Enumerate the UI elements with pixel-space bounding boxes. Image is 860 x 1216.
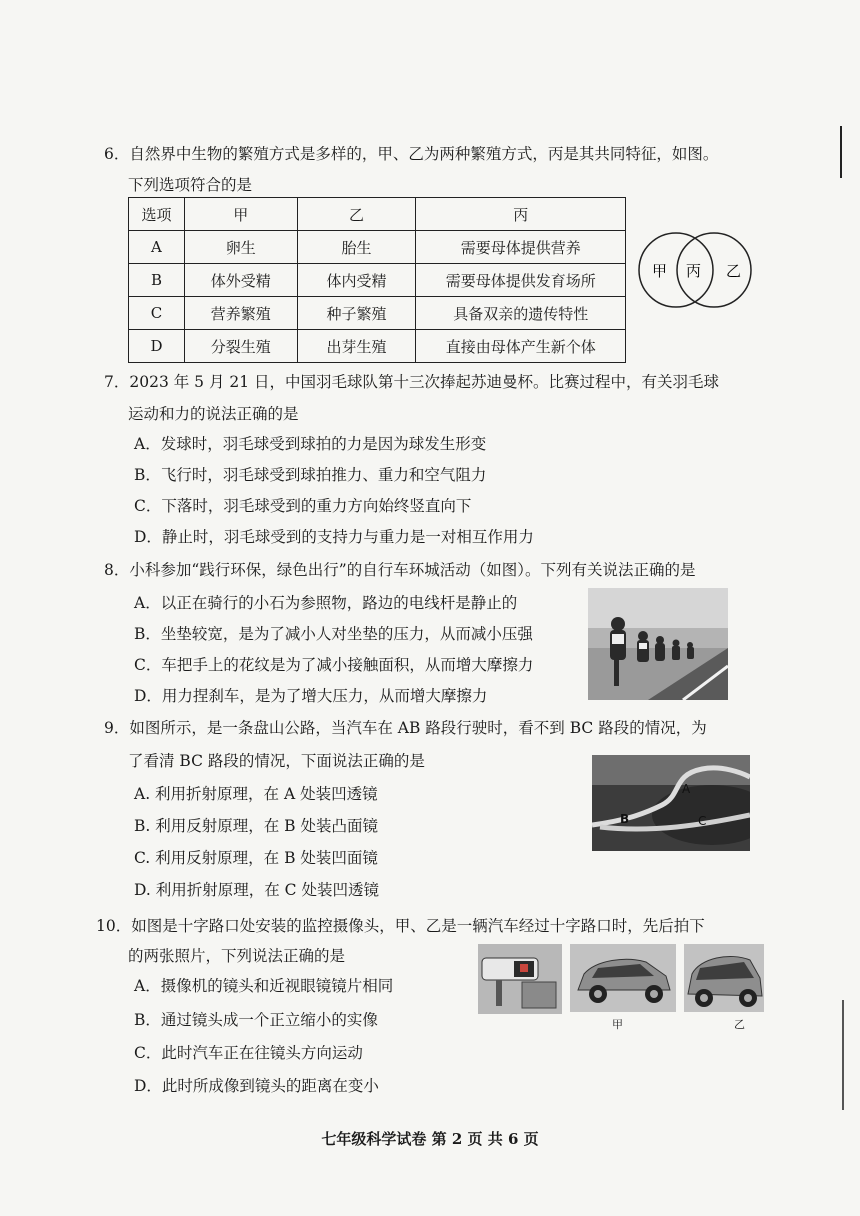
- q9-option-b: B. 利用反射原理，在 B 处装凸面镜: [134, 817, 378, 835]
- table-header-cell: 选项: [129, 198, 185, 231]
- table-cell: 需要母体提供营养: [416, 231, 626, 264]
- q8-option-d: D．用力捏刹车，是为了增大压力，从而增大摩擦力: [134, 687, 488, 705]
- table-row: [129, 264, 626, 297]
- table-cell: C: [129, 297, 185, 330]
- q10-option-b: B．通过镜头成一个正立缩小的实像: [134, 1011, 378, 1029]
- road-label-b: B: [620, 812, 630, 826]
- table-row: [129, 231, 626, 264]
- cycling-photo: [588, 588, 728, 700]
- q9-stem-line1: 9．如图所示，是一条盘山公路，当汽车在 AB 路段行驶时，看不到 BC 路段的情况，为: [104, 719, 707, 737]
- page-footer: 七年级科学试卷 第 2 页 共 6 页: [321, 1130, 539, 1148]
- table-cell: 直接由母体产生新个体: [416, 330, 626, 363]
- car-photo-jia: [570, 944, 676, 1012]
- q9-option-d: D. 利用折射原理，在 C 处装凹透镜: [134, 881, 379, 899]
- table-row: [129, 330, 626, 363]
- mountain-road-photo: [592, 755, 750, 851]
- q7-option-d: D．静止时，羽毛球受到的支持力与重力是一对相互作用力: [134, 528, 534, 546]
- table-cell: D: [129, 330, 185, 363]
- q6-stem-line1: 6．自然界中生物的繁殖方式是多样的，甲、乙为两种繁殖方式，丙是其共同特征，如图。: [104, 145, 719, 163]
- table-row: [129, 297, 626, 330]
- q8-option-b: B．坐垫较宽，是为了减小人对坐垫的压力，从而减小压强: [134, 625, 533, 643]
- q7-stem-line1: 7．2023 年 5 月 21 日，中国羽毛球队第十三次捧起苏迪曼杯。比赛过程中，有关羽毛球: [104, 373, 720, 391]
- edge-mark: [840, 126, 842, 178]
- q7-option-b: B．飞行时，羽毛球受到球拍推力、重力和空气阻力: [134, 466, 487, 484]
- q8-stem-line1: 8．小科参加“践行环保，绿色出行”的自行车环城活动（如图）。下列有关说法正确的是: [104, 561, 696, 579]
- table-cell: 胎生: [297, 231, 416, 264]
- photo-label-yi: 乙: [734, 1018, 745, 1031]
- q9-option-a: A. 利用折射原理，在 A 处装凹透镜: [134, 785, 378, 803]
- table-header-cell: 甲: [184, 198, 297, 231]
- table-cell: B: [129, 264, 185, 297]
- q10-option-a: A．摄像机的镜头和近视眼镜镜片相同: [134, 977, 394, 995]
- table-cell: 体内受精: [297, 264, 416, 297]
- q10-option-d: D．此时所成像到镜头的距离在变小: [134, 1077, 379, 1095]
- venn-label-left: 甲: [652, 262, 668, 280]
- q6-stem-line2: 下列选项符合的是: [128, 176, 253, 194]
- q6-options-table: [128, 197, 626, 363]
- table-cell: 分裂生殖: [184, 330, 297, 363]
- table-header-cell: 丙: [416, 198, 626, 231]
- table-cell: 营养繁殖: [184, 297, 297, 330]
- road-label-a: A: [682, 782, 691, 796]
- table-cell: 出芽生殖: [297, 330, 416, 363]
- table-cell: 体外受精: [184, 264, 297, 297]
- table-cell: 种子繁殖: [297, 297, 416, 330]
- venn-diagram: [636, 226, 756, 316]
- q7-option-c: C．下落时，羽毛球受到的重力方向始终竖直向下: [134, 497, 472, 515]
- venn-label-middle: 丙: [686, 262, 702, 280]
- q9-option-c: C. 利用反射原理，在 B 处装凹面镜: [134, 849, 378, 867]
- q10-option-c: C．此时汽车正在往镜头方向运动: [134, 1044, 363, 1062]
- venn-label-right: 乙: [726, 262, 742, 280]
- table-cell: A: [129, 231, 185, 264]
- road-label-c: C: [698, 814, 707, 828]
- q7-option-a: A．发球时，羽毛球受到球拍的力是因为球发生形变: [134, 435, 487, 453]
- q10-stem-line1: 10．如图是十字路口处安装的监控摄像头，甲、乙是一辆汽车经过十字路口时，先后拍下: [96, 917, 705, 935]
- q7-stem-line2: 运动和力的说法正确的是: [128, 405, 299, 423]
- q9-stem-line2: 了看清 BC 路段的情况，下面说法正确的是: [128, 752, 425, 770]
- table-cell: 卵生: [184, 231, 297, 264]
- table-header-cell: 乙: [297, 198, 416, 231]
- camera-photo: [478, 944, 562, 1014]
- table-cell: 需要母体提供发育场所: [416, 264, 626, 297]
- venn-left-circle: [639, 233, 713, 307]
- q8-option-a: A．以正在骑行的小石为参照物，路边的电线杆是静止的: [134, 594, 518, 612]
- q8-option-c: C．车把手上的花纹是为了减小接触面积，从而增大摩擦力: [134, 656, 534, 674]
- edge-mark-lower: [842, 1000, 844, 1110]
- q10-stem-line2: 的两张照片，下列说法正确的是: [128, 947, 346, 965]
- table-header-row: [129, 198, 626, 231]
- table-cell: 具备双亲的遗传特性: [416, 297, 626, 330]
- car-photo-yi: [684, 944, 764, 1012]
- photo-label-jia: 甲: [612, 1018, 623, 1031]
